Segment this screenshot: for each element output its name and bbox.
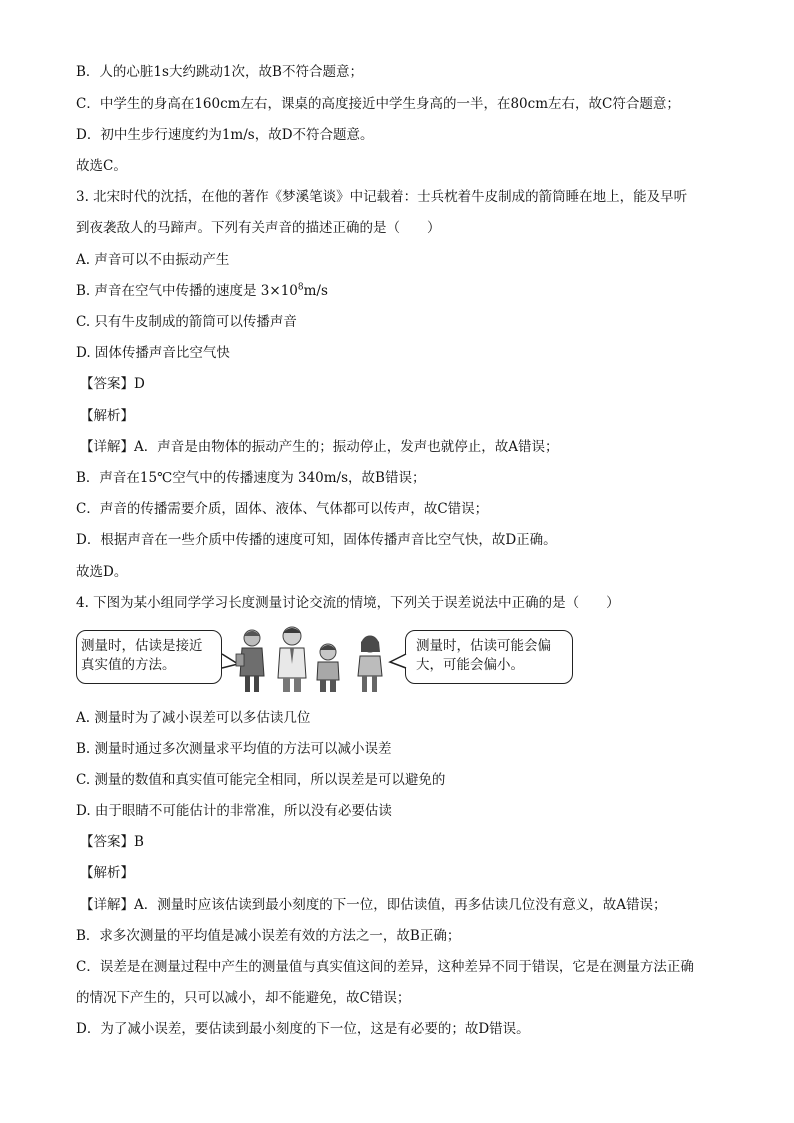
q4-stem: 4. 下图为某小组同学学习长度测量讨论交流的情境，下列关于误差说法中正确的是（ ）	[76, 595, 620, 611]
q3-detail-c: C．声音的传播需要介质，固体、液体、气体都可以传声，故C错误；	[76, 501, 489, 517]
q4-option-c: C. 测量的数值和真实值可能完全相同，所以误差是可以避免的	[76, 772, 446, 788]
q4-answer: 【答案】B	[80, 834, 144, 850]
bubble-right-tail	[390, 654, 406, 668]
q3-answer: 【答案】D	[80, 376, 145, 392]
bubble-left-line1: 测量时，估读是接近	[81, 638, 203, 654]
q3-choose-d: 故选D。	[76, 564, 128, 580]
q3-option-b	[76, 282, 328, 300]
q3-detail-b: B．声音在15℃空气中的传播速度为 340m/s，故B错误；	[76, 470, 426, 486]
student-3-figure	[317, 644, 339, 692]
bubble-right	[405, 630, 573, 684]
student-2-figure	[278, 627, 306, 692]
q4-detail-d: D．为了减小误差，要估读到最小刻度的下一位，这是有必要的；故D错误。	[76, 1021, 530, 1037]
bubble-left	[76, 630, 222, 684]
q3-option-b-unit: m/s	[303, 283, 328, 299]
bubble-right-line1: 测量时，估读可能会偏	[416, 638, 551, 654]
q4-detail-c1: C．误差是在测量过程中产生的测量值与真实值这间的差异，这种差异不同于错误，它是在测量方法正确	[76, 959, 694, 975]
student-1-figure	[236, 630, 264, 692]
line-b-heart: B．人的心脏1s大约跳动1次，故B不符合题意；	[76, 64, 363, 80]
q4-option-d: D. 由于眼睛不可能估计的非常准，所以没有必要估读	[76, 803, 392, 819]
q3-stem-line1: 3. 北宋时代的沈括，在他的著作《梦溪笔谈》中记载着：士兵枕着牛皮制成的箭筒睡在地上，能及早听	[76, 189, 688, 205]
q3-detail-d: D．根据声音在一些介质中传播的速度可知，固体传播声音比空气快，故D正确。	[76, 532, 557, 548]
q4-detail-b: B．求多次测量的平均值是减小误差有效的方法之一，故B正确；	[76, 928, 461, 944]
q3-option-c: C. 只有牛皮制成的箭筒可以传播声音	[76, 314, 297, 330]
q3-analysis-heading: 【解析】	[80, 408, 134, 424]
bubble-left-line2: 真实值的方法。	[81, 657, 176, 673]
students-illustration	[220, 624, 410, 694]
q4-detail-c2: 的情况下产生的，只可以减小，却不能避免，故C错误；	[76, 990, 411, 1006]
q4-detail-a: 【详解】A．测量时应该估读到最小刻度的下一位，即估读值，再多估读几位没有意义，故A错误；	[80, 897, 667, 913]
q3-detail-a: 【详解】A．声音是由物体的振动产生的；振动停止，发声也就停止，故A错误；	[80, 439, 559, 455]
q4-option-a: A. 测量时为了减小误差可以多估读几位	[76, 710, 311, 726]
student-4-figure	[358, 636, 382, 692]
q4-analysis-heading: 【解析】	[80, 865, 134, 881]
line-choose-c: 故选C。	[76, 158, 127, 174]
q4-option-b: B. 测量时通过多次测量求平均值的方法可以减小误差	[76, 741, 392, 757]
q3-option-b-exponent: 8	[297, 282, 304, 293]
q3-option-a: A. 声音可以不由振动产生	[76, 252, 230, 268]
q3-option-b-text: B. 声音在空气中传播的速度是 3×10	[76, 283, 298, 299]
line-c-height: C．中学生的身高在160cm左右，课桌的高度接近中学生身高的一半，在80cm左右，故C符合题意；	[76, 96, 680, 112]
bubble-right-line2: 大，可能会偏小。	[416, 657, 524, 673]
q3-stem-line2: 到夜袭敌人的马蹄声。下列有关声音的描述正确的是（ ）	[76, 220, 441, 236]
q3-option-d: D. 固体传播声音比空气快	[76, 345, 230, 361]
line-d-speed: D．初中生步行速度约为1m/s，故D不符合题意。	[76, 127, 374, 143]
